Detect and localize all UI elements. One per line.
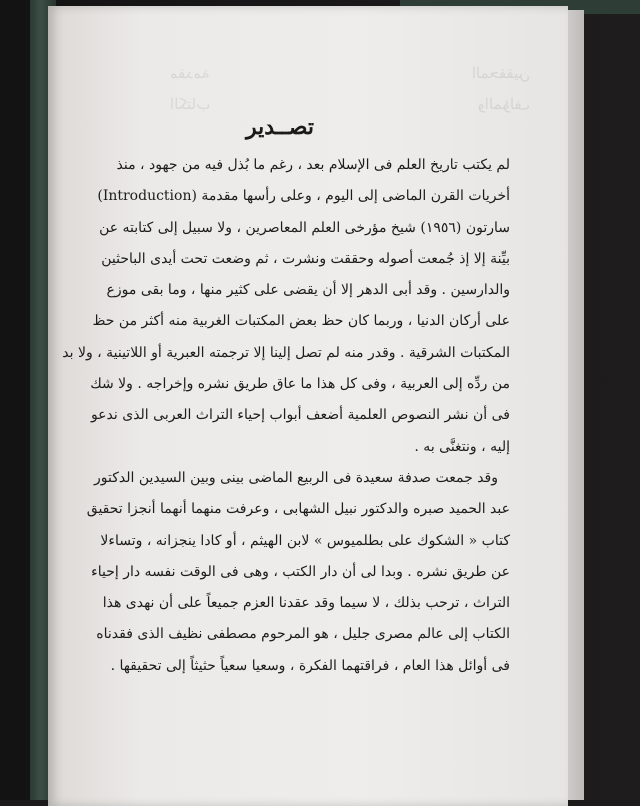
page-title: تصــدير [246, 114, 314, 140]
text-line: والدارسين . وقد أبى الدهر إلا أن يقضى على كثير منها ، وما بقى موزع [106, 282, 510, 299]
bleed-line: مقدمة المحققين [170, 64, 530, 82]
text-line: لم يكتب تاريخ العلم فى الإسلام بعد ، رغم ما بُذل فيه من جهود ، منذ [116, 157, 510, 173]
text-line: سارتون (١٩٥٦) شيخ مؤرخى العلم المعاصرين ، ولا سبيل إلى كتابته عن [99, 219, 510, 236]
text-line: أخريات القرن الماضى إلى اليوم ، وعلى رأسها مقدمة (Introduction) [97, 188, 510, 205]
text-line: التراث ، ترحب بذلك ، لا سيما وقد عقدنا العزم جميعاً على أن نهدى هذا [102, 595, 510, 612]
text-line: عن طريق نشره . وبدا لى أن دار الكتب ، وهى فى الوقت نفسه دار إحياء [91, 563, 510, 580]
page-stack-edge [566, 10, 584, 800]
text-line: بيِّنة إلا إذ جُمعت أصوله وحققت ونشرت ، ثم وضعت تحت أيدى الباحثين [101, 250, 510, 267]
text-line: فى أوائل هذا العام ، فراقتهما الفكرة ، وسعيا سعياً حثيثاً إلى تحقيقها . [110, 657, 510, 674]
text-line: من ردِّه إلى العربية ، وفى كل هذا ما عاق طريق نشره وإخراجه . ولا شك [90, 376, 510, 393]
text-line: على أركان الدنيا ، وربما كان حظ بعض المكتبات الغربية منه أكثر من حظ [92, 313, 510, 330]
text-line: كتاب « الشكوك على بطلميوس » لابن الهيثم ، أو كادا ينجزانه ، وتساءلا [100, 532, 510, 549]
text-line: وقد جمعت صدفة سعيدة فى الربيع الماضى بينى وبين السيدين الدكتور [94, 469, 498, 486]
text-line: عبد الحميد صبره والدكتور نبيل الشهابى ، وعرفت منهما أنهما أنجزا تحقيق [86, 501, 510, 518]
bleed-line: الكتاب والمؤلف [170, 95, 530, 114]
text-line: إليه ، ونتغنَّى به . [414, 438, 510, 455]
page-body [62, 150, 510, 682]
text-line: الكتاب إلى عالم مصرى جليل ، هو المرحوم مصطفى نظيف الذى فقدناه [96, 626, 510, 643]
text-line: فى أن نشر النصوص العلمية أضعف أبواب إحياء التراث العربى الذى ندعو [90, 407, 510, 424]
text-line: المكتبات الشرقية . وقدر منه لم تصل إلينا إلا ترجمته العبرية أو اللاتينية ، ولا بد [62, 344, 510, 361]
